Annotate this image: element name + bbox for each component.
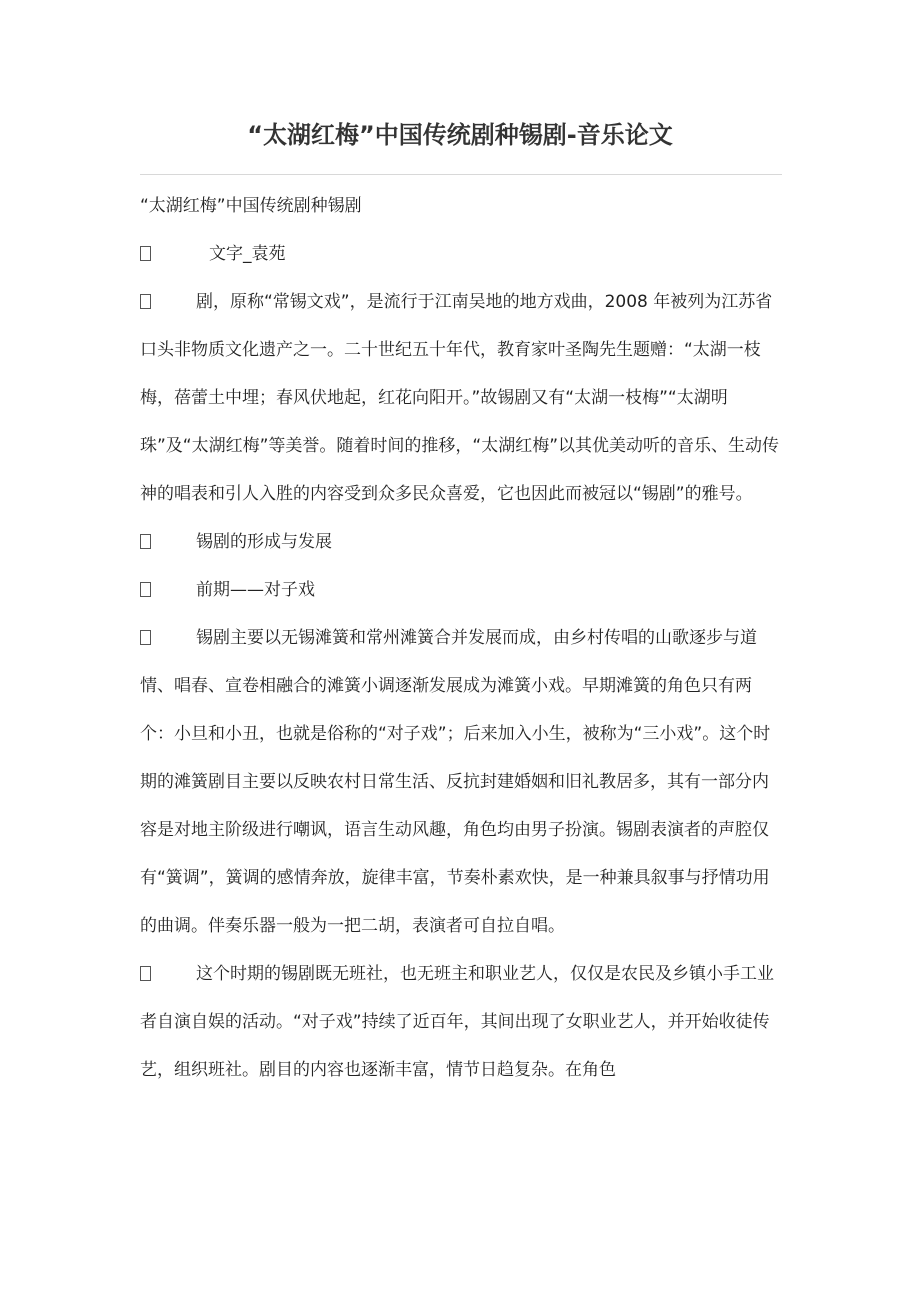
author-text: 文字_袁苑 xyxy=(209,244,286,264)
author-line xyxy=(140,230,782,278)
missing-glyph-icon xyxy=(140,246,151,261)
document-title: “太湖红梅”中国传统剧种锡剧-音乐论文 xyxy=(247,121,673,149)
section-heading xyxy=(140,518,782,566)
paragraph-text: 剧，原称“常锡文戏”，是流行于江南吴地的地方戏曲，2008 年被列为江苏省口头非物质文化遗产之一。二十世纪五十年代，教育家叶圣陶先生题赠：“太湖一枝梅，蓓蕾土中埋；春风伏地起，红花向阳开。”故锡剧又有“太湖一枝梅”“太湖明珠”及“太湖红梅”等美誉。随着时间的推移，“太湖红梅”以其优美动听的音乐、生动传神的唱表和引人入胜的内容受到众多民众喜爱，它也因此而被冠以“锡剧”的雅号。 xyxy=(140,292,780,504)
document-body xyxy=(140,182,782,1094)
subtitle-text: “太湖红梅”中国传统剧种锡剧 xyxy=(140,196,362,216)
subtitle-line xyxy=(140,182,782,230)
paragraph-early-period xyxy=(140,614,782,950)
missing-glyph-icon xyxy=(140,966,151,981)
subsection-heading-text: 前期——对子戏 xyxy=(196,580,315,600)
missing-glyph-icon xyxy=(140,534,151,549)
missing-glyph-icon xyxy=(140,294,151,309)
missing-glyph-icon xyxy=(140,582,151,597)
paragraph-troupes xyxy=(140,950,782,1094)
missing-glyph-icon xyxy=(140,630,151,645)
paragraph-text: 锡剧主要以无锡滩簧和常州滩簧合并发展而成，由乡村传唱的山歌逐步与道情、唱春、宣卷相融合的滩簧小调逐渐发展成为滩簧小戏。早期滩簧的角色只有两个：小旦和小丑，也就是俗称的“对子戏”；后来加入小生，被称为“三小戏”。这个时期的滩簧剧目主要以反映农村日常生活、反抗封建婚姻和旧礼教居多，其有一部分内容是对地主阶级进行嘲讽，语言生动风趣，角色均由男子扮演。锡剧表演者的声腔仅有“簧调”，簧调的感情奔放，旋律丰富，节奏朴素欢快，是一种兼具叙事与抒情功用的曲调。伴奏乐器一般为一把二胡，表演者可自拉自唱。 xyxy=(140,628,771,936)
section-heading-text: 锡剧的形成与发展 xyxy=(196,532,332,552)
title-divider xyxy=(140,174,782,175)
paragraph-text: 这个时期的锡剧既无班社，也无班主和职业艺人，仅仅是农民及乡镇小手工业者自演自娱的活动。“对子戏”持续了近百年，其间出现了女职业艺人，并开始收徒传艺，组织班社。剧目的内容也逐渐丰富，情节日趋复杂。在角色 xyxy=(140,964,774,1080)
subsection-heading xyxy=(140,566,782,614)
paragraph-intro xyxy=(140,278,782,518)
